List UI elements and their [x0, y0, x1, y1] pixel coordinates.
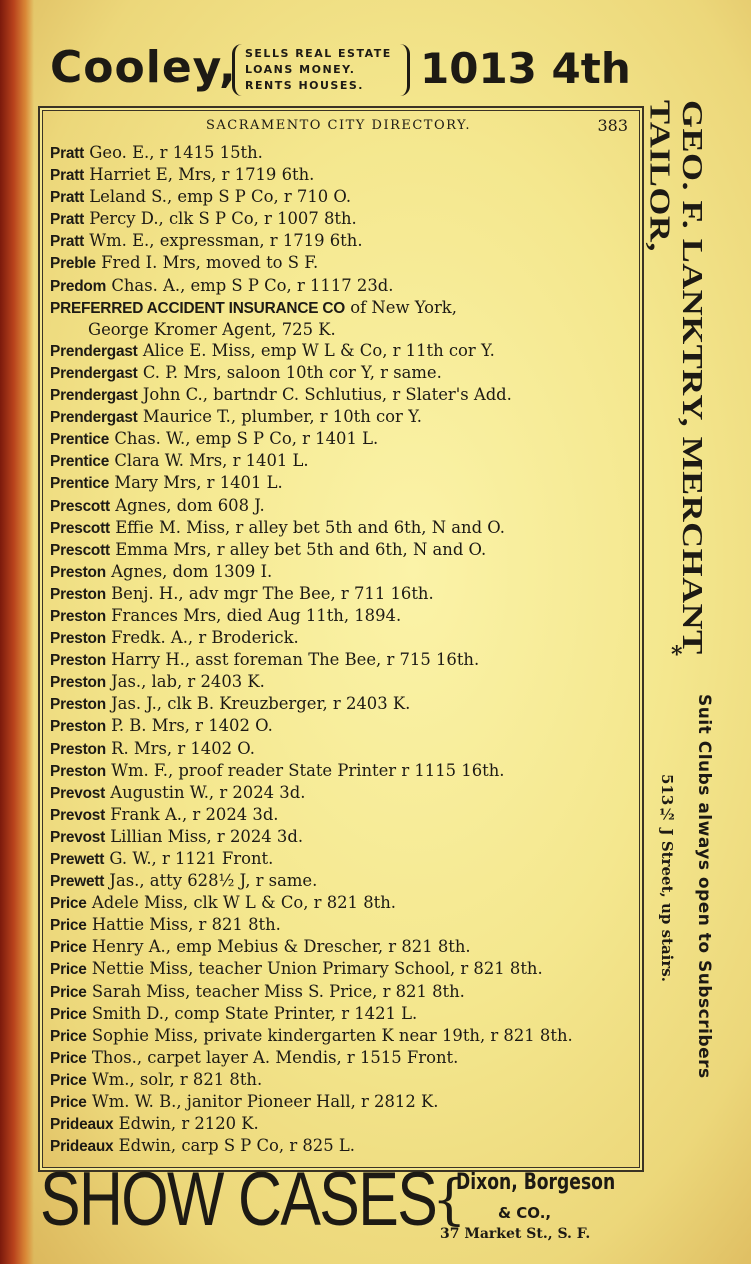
entry-surname: Preston: [50, 762, 106, 780]
entry-details: Chas. W., emp S P Co, r 1401 L.: [109, 429, 379, 449]
entry-details: Augustin W., r 2024 3d.: [105, 782, 306, 802]
entry-surname: Preston: [50, 696, 106, 714]
entry-details: John C., bartndr C. Schlutius, r Slater's Add.: [137, 385, 512, 405]
directory-entry: [50, 870, 640, 892]
show-cases-address: 37 Market St., S. F.: [440, 1226, 591, 1242]
directory-entry: [50, 450, 640, 472]
entry-surname: Prendergast: [50, 409, 138, 427]
directory-entry: [50, 517, 640, 539]
directory-entry: [50, 715, 640, 737]
entry-details: Henry A., emp Mebius & Drescher, r 821 8th.: [86, 937, 471, 957]
entry-surname: Pratt: [50, 189, 85, 207]
merchant-tailor-ad: GEO. F. LANKTRY, MERCHANT TAILOR,: [644, 100, 709, 654]
entry-details: George Kromer Agent, 725 K.: [88, 319, 336, 339]
tailor-address: 513½ J Street, up stairs.: [658, 774, 676, 982]
directory-entry: [50, 1091, 640, 1113]
entry-surname: Price: [50, 895, 87, 913]
star-ornament: *: [671, 642, 683, 668]
directory-entry: [50, 1025, 640, 1047]
entry-details: Effie M. Miss, r alley bet 5th and 6th, N and O.: [110, 517, 505, 537]
directory-entry: [50, 1113, 640, 1135]
entry-details: Wm. E., expressman, r 1719 6th.: [84, 231, 363, 251]
directory-entry: [50, 1135, 640, 1157]
entry-details: Mary Mrs, r 1401 L.: [109, 473, 283, 493]
directory-entry: [50, 384, 640, 406]
directory-entry: [50, 782, 640, 804]
directory-entry: [50, 428, 640, 450]
directory-entry: [50, 848, 640, 870]
entry-details: Emma Mrs, r alley bet 5th and 6th, N and O.: [110, 539, 487, 559]
service-item: LOANS MONEY.: [245, 63, 356, 76]
directory-entry: [50, 649, 640, 671]
entry-surname: Pratt: [50, 233, 85, 251]
directory-entry: [50, 914, 640, 936]
suit-clubs-slogan: Suit Clubs always open to Subscribers: [694, 694, 714, 1079]
entry-surname: Prevost: [50, 784, 106, 802]
entry-details: Nettie Miss, teacher Union Primary School, r 821 8th.: [86, 959, 543, 979]
entry-surname: Price: [50, 939, 87, 957]
directory-entry: [50, 826, 640, 848]
entry-surname: Preston: [50, 740, 106, 758]
entry-surname: Preston: [50, 674, 106, 692]
entry-details: Hattie Miss, r 821 8th.: [86, 915, 281, 935]
show-cases-headline: SHOW CASES: [40, 1157, 437, 1242]
entry-surname: Prendergast: [50, 342, 138, 360]
entry-surname: Predom: [50, 277, 107, 295]
directory-entry: [50, 627, 640, 649]
entry-details: G. W., r 1121 Front.: [104, 849, 274, 868]
directory-entry: [50, 958, 640, 980]
directory-entry: [50, 230, 640, 252]
entry-details: Chas. A., emp S P Co, r 1117 23d.: [106, 275, 394, 295]
entry-details: Maurice T., plumber, r 10th cor Y.: [137, 407, 423, 427]
service-item: SELLS REAL ESTATE: [245, 47, 392, 60]
entry-surname: Prescott: [50, 519, 110, 537]
show-cases-company-suffix: & CO.,: [498, 1204, 552, 1222]
advertiser-name: Cooley,: [50, 42, 237, 93]
entry-details: of New York,: [345, 297, 457, 317]
entry-details: Geo. E., r 1415 15th.: [84, 143, 263, 162]
entry-details: C. P. Mrs, saloon 10th cor Y, r same.: [137, 362, 442, 382]
entry-details: Edwin, r 2120 K.: [113, 1114, 259, 1134]
directory-entry: [50, 297, 640, 319]
directory-entry: [50, 1047, 640, 1069]
directory-entry: [50, 760, 640, 782]
directory-entry: [50, 892, 640, 914]
entry-surname: Price: [50, 983, 87, 1001]
directory-entry: [50, 1003, 640, 1025]
top-advertisement: [50, 40, 650, 102]
entry-details: Smith D., comp State Printer, r 1421 L.: [86, 1003, 418, 1023]
entry-details: Leland S., emp S P Co, r 710 O.: [84, 187, 352, 207]
entry-details: Fred I. Mrs, moved to S F.: [95, 253, 319, 273]
entry-details: Jas. J., clk B. Kreuzberger, r 2403 K.: [105, 694, 411, 714]
entry-surname: Pratt: [50, 167, 85, 185]
entry-surname: Prentice: [50, 431, 110, 449]
directory-title: SACRAMENTO CITY DIRECTORY.: [206, 118, 472, 133]
directory-entry: [50, 804, 640, 826]
entry-surname: Price: [50, 917, 87, 935]
entry-surname: Price: [50, 1094, 87, 1112]
entry-surname: Preston: [50, 607, 106, 625]
running-header: [40, 118, 642, 140]
entry-surname: Prewett: [50, 873, 105, 891]
entry-surname: Price: [50, 1005, 87, 1023]
entry-surname: Preble: [50, 255, 96, 273]
directory-entry: [50, 539, 640, 561]
directory-entry: [50, 362, 640, 384]
directory-entry: [50, 605, 640, 627]
entry-details: Lillian Miss, r 2024 3d.: [105, 826, 304, 846]
entry-details: Harriet E, Mrs, r 1719 6th.: [84, 165, 315, 185]
entry-details: P. B. Mrs, r 1402 O.: [105, 716, 273, 736]
directory-entry: [50, 340, 640, 362]
entry-surname: Prideaux: [50, 1138, 114, 1156]
entry-details: Sarah Miss, teacher Miss S. Price, r 821 8th.: [86, 981, 465, 1001]
entry-details: Wm. F., proof reader State Printer r 1115 16th.: [105, 760, 505, 780]
entry-details: R. Mrs, r 1402 O.: [105, 738, 255, 758]
directory-entry: [50, 671, 640, 693]
entry-surname: Preston: [50, 585, 106, 603]
directory-entry: [50, 561, 640, 583]
entry-details: Harry H., asst foreman The Bee, r 715 16th.: [105, 650, 480, 670]
entry-details: Alice E. Miss, emp W L & Co, r 11th cor Y.: [137, 340, 495, 360]
directory-entry: [50, 1069, 640, 1091]
entry-surname: Prentice: [50, 453, 110, 471]
entry-surname: Preston: [50, 652, 106, 670]
directory-entry: [50, 981, 640, 1003]
directory-entry: [50, 738, 640, 760]
entry-surname: Preston: [50, 630, 106, 648]
directory-entry: [50, 208, 640, 230]
entry-surname: Prideaux: [50, 1116, 114, 1134]
entry-surname: Prentice: [50, 475, 110, 493]
entry-details: Sophie Miss, private kindergarten K near 19th, r 821 8th.: [86, 1025, 573, 1045]
entry-surname: Price: [50, 961, 87, 979]
directory-entry: [50, 186, 640, 208]
services-brace: [232, 44, 410, 96]
entry-details: Benj. H., adv mgr The Bee, r 711 16th.: [105, 583, 434, 603]
entry-details: Fredk. A., r Broderick.: [105, 628, 299, 648]
entry-surname: Price: [50, 1027, 87, 1045]
entry-details: Frances Mrs, died Aug 11th, 1894.: [105, 605, 402, 625]
entry-details: Frank A., r 2024 3d.: [105, 804, 279, 824]
entry-details: Agnes, dom 1309 I.: [105, 561, 273, 581]
entry-details: Jas., lab, r 2403 K.: [105, 672, 265, 692]
directory-entry: [50, 275, 640, 297]
entry-surname: Preston: [50, 718, 106, 736]
entry-surname: PREFERRED ACCIDENT INSURANCE CO: [50, 299, 346, 317]
entry-surname: Prescott: [50, 541, 110, 559]
directory-frame: [38, 106, 644, 1172]
entry-surname: Prevost: [50, 806, 106, 824]
entry-surname: Preston: [50, 563, 106, 581]
directory-entries: [50, 142, 640, 1157]
show-cases-company: Dixon, Borgeson: [456, 1170, 616, 1195]
directory-entry: [50, 252, 640, 274]
entry-details: Jas., atty 628½ J, r same.: [104, 871, 318, 891]
directory-entry: [50, 472, 640, 494]
directory-entry: [50, 583, 640, 605]
entry-surname: Prendergast: [50, 364, 138, 382]
directory-entry: [50, 406, 640, 428]
entry-surname: Prewett: [50, 851, 105, 868]
entry-surname: Prevost: [50, 828, 106, 846]
entry-surname: Pratt: [50, 145, 85, 162]
directory-entry: [50, 495, 640, 517]
directory-entry: [50, 164, 640, 186]
entry-surname: Prescott: [50, 497, 110, 515]
book-spine-edge: [0, 0, 34, 1264]
page-number: 383: [597, 116, 628, 135]
entry-details: Adele Miss, clk W L & Co, r 821 8th.: [86, 893, 396, 913]
directory-entry: [50, 693, 640, 715]
entry-surname: Price: [50, 1049, 87, 1067]
directory-entry: [50, 142, 640, 164]
entry-details: Clara W. Mrs, r 1401 L.: [109, 451, 309, 471]
entry-details: Edwin, carp S P Co, r 825 L.: [113, 1136, 355, 1156]
entry-details: Thos., carpet layer A. Mendis, r 1515 Front.: [86, 1047, 459, 1067]
directory-entry: [50, 936, 640, 958]
brace-glyph: {: [432, 1168, 467, 1231]
entry-details: Wm. W. B., janitor Pioneer Hall, r 2812 K.: [86, 1092, 439, 1112]
advertiser-address: 1013 4th: [420, 44, 631, 93]
entry-details: Wm., solr, r 821 8th.: [86, 1069, 263, 1089]
entry-surname: Price: [50, 1071, 87, 1089]
entry-details: Agnes, dom 608 J.: [110, 495, 265, 515]
entry-details: Percy D., clk S P Co, r 1007 8th.: [84, 209, 357, 229]
directory-entry: [50, 319, 640, 340]
service-item: RENTS HOUSES.: [245, 79, 364, 92]
entry-surname: Prendergast: [50, 387, 138, 405]
entry-surname: Pratt: [50, 211, 85, 229]
